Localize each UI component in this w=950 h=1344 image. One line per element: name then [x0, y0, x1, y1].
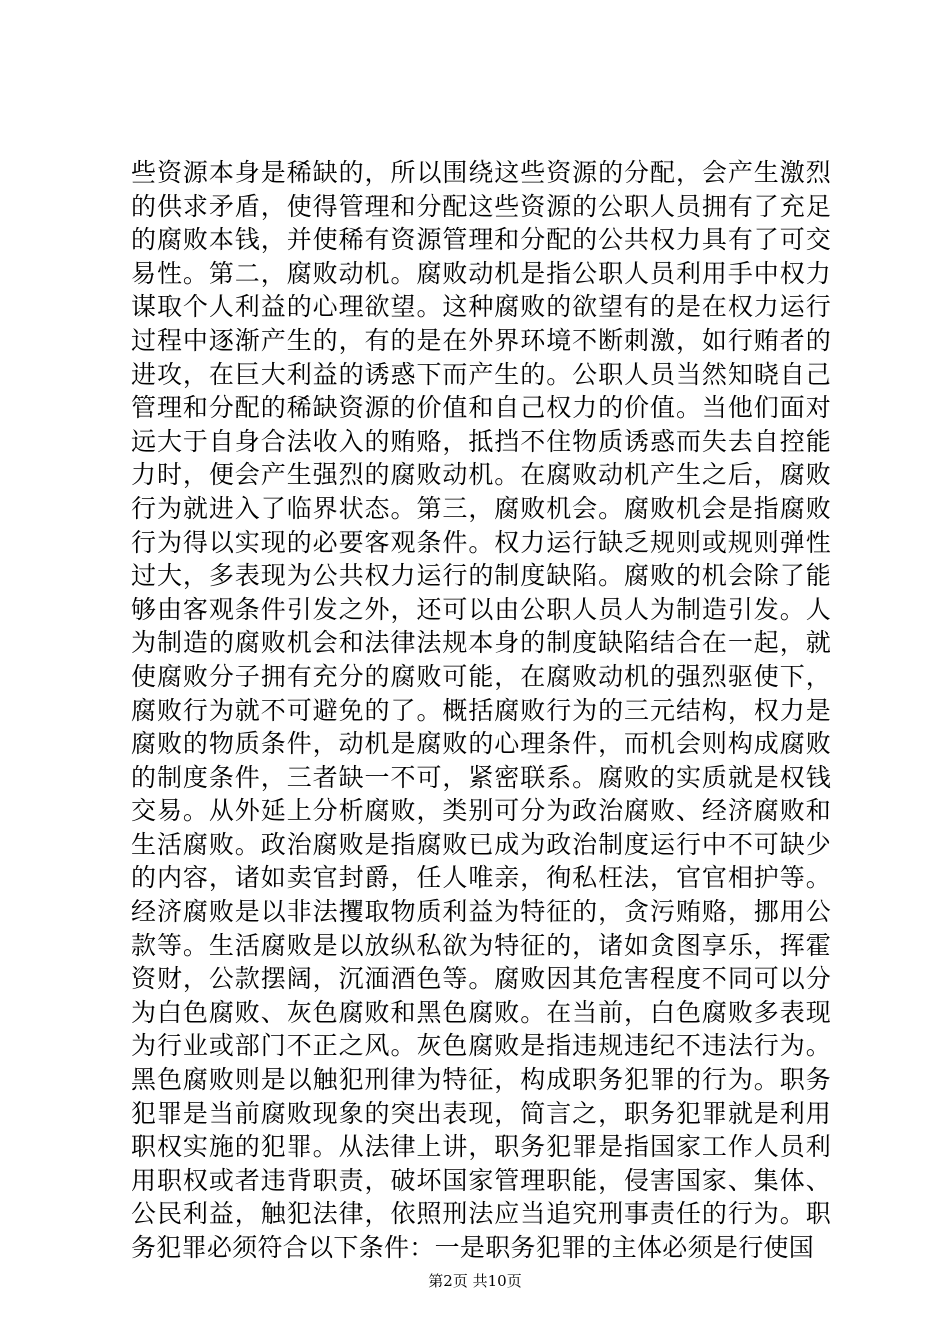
body-text: 些资源本身是稀缺的，所以围绕这些资源的分配，会产生激烈的供求矛盾，使得管理和分配这些资源的公职人员拥有了充足的腐败本钱，并使稀有资源管理和分配的公共权力具有了可交易性。第二，腐败动机。腐败动机是指公职人员利用手中权力谋取个人利益的心理欲望。这种腐败的欲望有的是在权力运行过程中逐渐产生的，有的是在外界环境不断刺激，如行贿者的进攻，在巨大利益的诱惑下而产生的。公职人员当然知晓自己管理和分配的稀缺资源的价值和自己权力的价值。当他们面对远大于自身合法收入的贿赂，抵挡不住物质诱惑而失去自控能力时，便会产生强烈的腐败动机。在腐败动机产生之后，腐败行为就进入了临界状态。第三，腐败机会。腐败机会是指腐败行为得以实现的必要客观条件。权力运行缺乏规则或规则弹性过大，多表现为公共权力运行的制度缺陷。腐败的机会除了能够由客观条件引发之外，还可以由公职人员人为制造引发。人为制造的腐败机会和法律法规本身的制度缺陷结合在一起，就使腐败分子拥有充分的腐败可能，在腐败动机的强烈驱使下，腐败行为就不可避免的了。概括腐败行为的三元结构，权力是腐败的物质条件，动机是腐败的心理条件，而机会则构成腐败的制度条件，三者缺一不可，紧密联系。腐败的实质就是权钱交易。从外延上分析腐败，类别可分为政治腐败、经济腐败和生活腐败。政治腐败是指腐败已成为政治制度运行中不可缺少的内容，诸如卖官封爵，任人唯亲，徇私枉法，官官相护等。经济腐败是以非法攫取物质利益为特征的，贪污贿赂，挪用公款等。生活腐败是以放纵私欲为特征的，诸如贪图享乐，挥霍资财，公款摆阔，沉湎酒色等。腐败因其危害程度不同可以分为白色腐败、灰色腐败和黑色腐败。在当前，白色腐败多表现为行业或部门不正之风。灰色腐败是指违规违纪不违法行为。黑色腐败则是以触犯刑律为特征，构成职务犯罪的行为。职务犯罪是当前腐败现象的突出表现，简言之，职务犯罪就是利用职权实施的犯罪。从法律上讲，职务犯罪是指国家工作人员利用职权或者违背职责，破坏国家管理职能，侵害国家、集体、公民利益，触犯法律，依照刑法应当追究刑事责任的行为。职务犯罪必须符合以下条件：一是职务犯罪的主体必须是行使国 — [131, 158, 831, 1262]
page-number-footer: 第2页 共10页 — [428, 1272, 522, 1290]
